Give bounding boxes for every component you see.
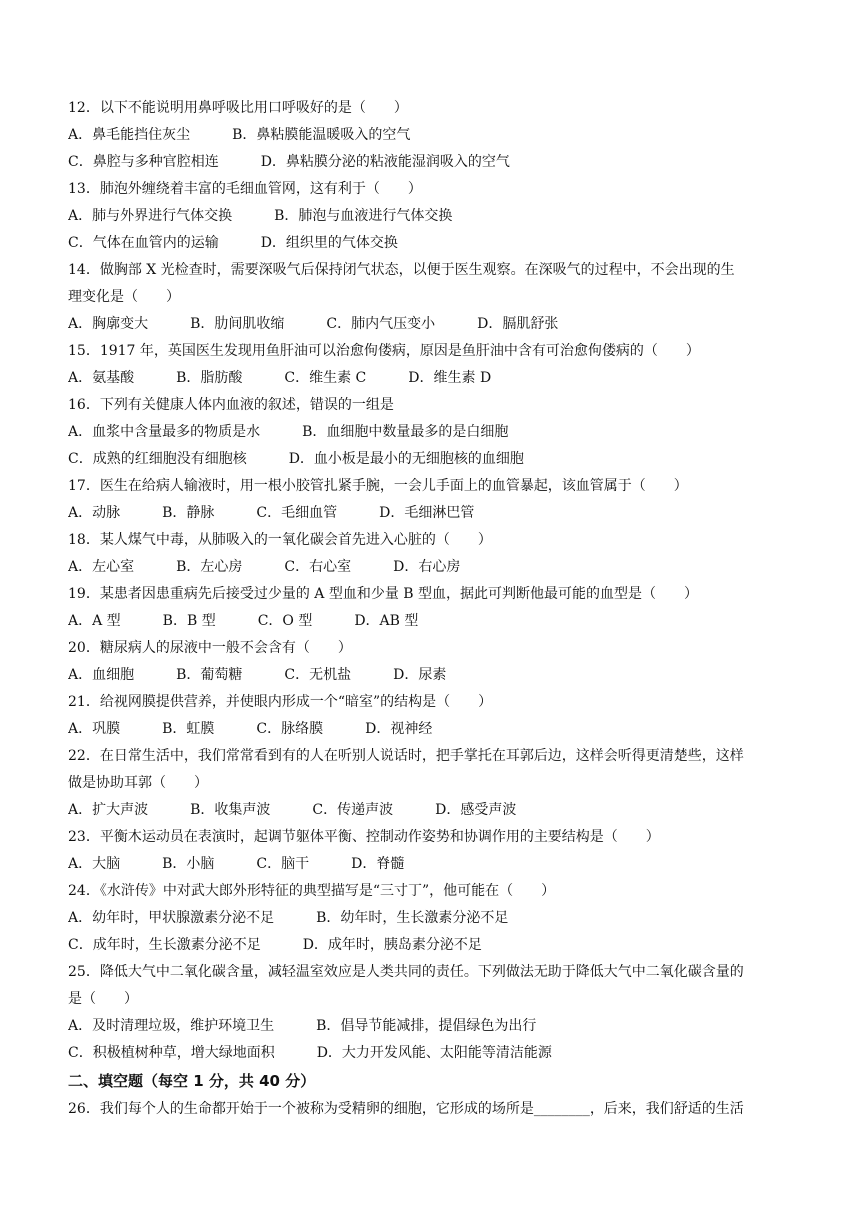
- q18-options: A．左心室 B．左心房 C．右心室 D．右心房: [68, 559, 461, 575]
- q12-stem: 12．以下不能说明用鼻呼吸比用口呼吸好的是（ ）: [68, 100, 408, 116]
- q24-options-cd: C．成年时，生长激素分泌不足 D．成年时，胰岛素分泌不足: [68, 937, 482, 953]
- q25-options-cd: C．积极植树种草，增大绿地面积 D．大力开发风能、太阳能等清洁能源: [68, 1045, 552, 1061]
- q15-stem: 15．1917 年，英国医生发现用鱼肝油可以治愈佝偻病，原因是鱼肝油中含有可治愈佝偻病的（ ）: [68, 343, 700, 359]
- q21-options: A．巩膜 B．虹膜 C．脉络膜 D．视神经: [68, 721, 433, 737]
- q16-options-ab: A．血浆中含量最多的物质是水 B．血细胞中数量最多的是白细胞: [68, 424, 509, 440]
- q15-options: A．氨基酸 B．脂肪酸 C．维生素 C D．维生素 D: [68, 370, 492, 386]
- q23-stem: 23．平衡木运动员在表演时，起调节躯体平衡、控制动作姿势和协调作用的主要结构是（ ）: [68, 829, 660, 845]
- q18-stem: 18．某人煤气中毒，从肺吸入的一氧化碳会首先进入心脏的（ ）: [68, 532, 492, 548]
- q22-stem-line1: 22．在日常生活中，我们常常看到有的人在听别人说话时，把手掌托在耳郭后边，这样会听得更清楚些，这样: [68, 748, 744, 764]
- q19-stem: 19．某患者因患重病先后接受过少量的 A 型血和少量 B 型血，据此可判断他最可能的血型是（ ）: [68, 586, 699, 602]
- section-heading-fill-in: 二、填空题（每空 1 分，共 40 分）: [68, 1072, 316, 1090]
- q13-options-cd: C．气体在血管内的运输 D．组织里的气体交换: [68, 235, 398, 251]
- q14-stem-line1: 14．做胸部 X 光检查时，需要深吸气后保持闭气状态，以便于医生观察。在深吸气的过程中，不会出现的生: [68, 262, 735, 278]
- q17-options: A．动脉 B．静脉 C．毛细血管 D．毛细淋巴管: [68, 505, 475, 521]
- q19-options: A．A 型 B．B 型 C．O 型 D．AB 型: [68, 613, 419, 629]
- q22-stem-line2: 做是协助耳郭（ ）: [68, 775, 208, 791]
- q20-stem: 20．糖尿病人的尿液中一般不会含有（ ）: [68, 640, 352, 656]
- q25-stem-line2: 是（ ）: [68, 991, 138, 1007]
- q13-options-ab: A．肺与外界进行气体交换 B．肺泡与血液进行气体交换: [68, 208, 453, 224]
- q16-options-cd: C．成熟的红细胞没有细胞核 D．血小板是最小的无细胞核的血细胞: [68, 451, 524, 467]
- q20-options: A．血细胞 B．葡萄糖 C．无机盐 D．尿素: [68, 667, 447, 683]
- q24-options-ab: A．幼年时，甲状腺激素分泌不足 B．幼年时，生长激素分泌不足: [68, 910, 509, 926]
- q23-options: A．大脑 B．小脑 C．脑干 D．脊髓: [68, 856, 405, 872]
- q12-options-ab: A．鼻毛能挡住灰尘 B．鼻粘膜能温暖吸入的空气: [68, 127, 411, 143]
- q17-stem: 17．医生在给病人输液时，用一根小胶管扎紧手腕，一会儿手面上的血管暴起，该血管属于（ ）: [68, 478, 688, 494]
- q21-stem: 21．给视网膜提供营养，并使眼内形成一个“暗室”的结构是（ ）: [68, 694, 493, 710]
- q14-stem-line2: 理变化是（ ）: [68, 289, 180, 305]
- q13-stem: 13．肺泡外缠绕着丰富的毛细血管网，这有利于（ ）: [68, 181, 422, 197]
- q25-options-ab: A．及时清理垃圾，维护环境卫生 B．倡导节能减排，提倡绿色为出行: [68, 1018, 537, 1034]
- question-list: [68, 95, 796, 1123]
- q25-stem-line1: 25．降低大气中二氧化碳含量，减轻温室效应是人类共同的责任。下列做法无助于降低大气中二氧化碳含量的: [68, 964, 744, 980]
- q16-stem: 16．下列有关健康人体内血液的叙述，错误的一组是: [68, 397, 394, 413]
- q22-options: A．扩大声波 B．收集声波 C．传递声波 D．感受声波: [68, 802, 517, 818]
- q12-options-cd: C．鼻腔与多种官腔相连 D．鼻粘膜分泌的粘液能湿润吸入的空气: [68, 154, 510, 170]
- q24-stem: 24．《水浒传》中对武大郎外形特征的典型描写是“三寸丁”，他可能在（ ）: [68, 883, 556, 899]
- q14-options: A．胸廓变大 B．肋间肌收缩 C．肺内气压变小 D．膈肌舒张: [68, 316, 559, 332]
- q26-stem: 26．我们每个人的生命都开始于一个被称为受精卵的细胞，它形成的场所是________，后来，我们舒适的生活: [68, 1101, 744, 1117]
